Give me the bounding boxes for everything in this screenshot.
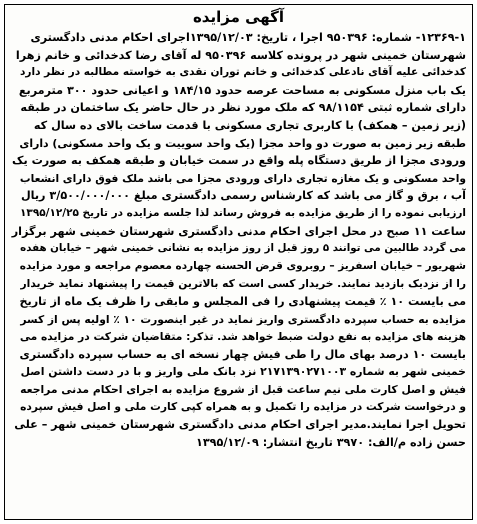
notice-line: ورودی مجزا از طریق دستگاه پله واقع در سمت خیابان و طبقه همکف به صورت یک (12, 154, 466, 168)
notice-body (11, 29, 466, 515)
notice-line: دارای شماره ثبتی ۹۸/۱۱۵۴ که ملک مورد نظر در حال حاضر یک ساختمان در طبقه (20, 101, 466, 115)
notice-signature-line: حسن زاده م/الف: ۳۹۷۰ تاریخ انتشار: ۱۳۹۵/۱۲/۰۹ (196, 435, 466, 449)
notice-line: ساعت ۱۱ صبح در محل اجرای احکام مدنی دادگستری شهرستان خمینی شهر برگزار (11, 224, 466, 238)
notice-line: طبقه زیر زمین به صورت دو واحد مجزا (یک واحد سوییت و یک واحد مسکونی) دارای (19, 136, 466, 150)
notice-line: شهرستان خمینی شهر در پرونده کلاسه ۹۵۰۳۹۶ له آقای رضا کدخدائی و خانم زهرا (15, 48, 466, 62)
notice-line: ارزیابی نموده را از طریق مزایده به فروش رساند لذا جلسه مزایده در تاریخ ۱۳۹۵/۱۲/۲۵ (20, 206, 466, 219)
notice-line: آب ، برق و گاز می باشد که کارشناس رسمی دادگستری مبلغ ۳/۵۰۰/۰۰۰/۰۰۰ ریال (20, 189, 466, 203)
notice-line: می گردد طالبین می توانند ۵ روز قبل از روز مزایده به نشانی خمینی شهر – خیابان هفده (20, 242, 466, 255)
notice-line: (زیر زمین – همکف) با کاربری تجاری مسکونی با قدمت ساخت بالای ده سال که (33, 118, 466, 132)
notice-line: خمینی شهر به شماره ۲۱۷۱۳۹۰۲۷۱۰۰۳ نزد بانک ملی واریز و با در دست داشتن اصل (20, 365, 466, 379)
notice-line: فیش و اصل کارت ملی نیم ساعت قبل از شروع مزایده به اجرای احکام مدنی مراجعه (20, 382, 466, 396)
notice-line: ۱۲۳۶۹-۱- شماره: ۹۵۰۳۹۶ اجرا ، تاریخ: ۱۳۹۵/۱۲/۰۳اجرای احکام مدنی دادگستری (30, 31, 466, 44)
notice-line: مزایده به حساب سپرده دادگستری واریز نماید در غیر اینصورت ۱۰ ٪ اولیه پس از کسر (20, 312, 466, 326)
notice-line: و درخواست شرکت در مزایده را تکمیل و به همراه کپی کارت ملی و اصل فیش سپرده (20, 400, 466, 414)
notice-frame (4, 4, 473, 520)
notice-line: می بایست ۱۰ ٪ قیمت پیشنهادی را فی المجلس و مابقی را ظرف یک ماه از تاریخ (19, 294, 466, 308)
notice-line: کدخدائی علیه آقای نادعلی کدخدائی و خانم توران نقدی به خواسته مطالبه در نظر دارد (19, 66, 466, 79)
notice-line: بایست ۱۰ درصد بهای مال را طی فیش چهار نسخه ای به حساب سپرده دادگستری (19, 347, 466, 361)
notice-line: یک باب منزل مسکونی به مساحت عرصه حدود ۱۸۴/۱۵ و اعیانی حدود ۳۰۰ مترمربع (18, 83, 466, 97)
notice-line: تحویل اجرا نمایند.مدیر اجرای احکام مدنی دادگستری شهرستان خمینی شهر – علی (14, 418, 466, 432)
notice-title: آگهی مزایده (192, 8, 285, 26)
notice-line: هزینه های مزایده به نفع دولت ضبط خواهد شد. تذکر: متقاضیان شرکت در مزایده می (19, 330, 466, 344)
notice-line: شهریور – خیابان اسفریز – روبروی قرض الحسنه چهارده معصوم مراجعه و مورد مزایده (19, 259, 466, 272)
notice-line: واحد مسکونی و یک مغازه تجاری دارای ورودی مجزا می باشد ملک فوق دارای انشعاب (19, 171, 466, 185)
notice-line: را از نزدیک بازدید نمایند. خریدار کسی است که بالاترین قیمت را پیشنهاد نماید خریدار (20, 277, 466, 291)
